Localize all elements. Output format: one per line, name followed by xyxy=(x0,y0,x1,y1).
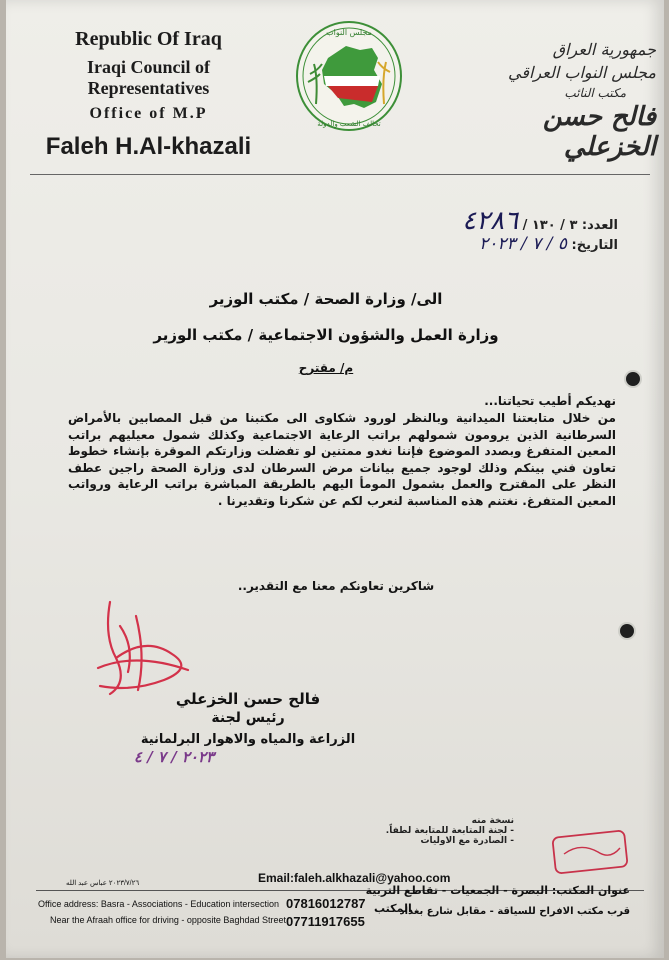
header-ar-office: مكتب النائب xyxy=(564,86,626,100)
logo-top-text: مجلس النواب xyxy=(326,28,372,37)
header-ar-council: مجلس النواب العراقي xyxy=(508,63,656,82)
copy-to-item-2: - الصادرة مع الاوليات xyxy=(420,836,514,846)
copy-to-title: نسخة منه xyxy=(471,816,514,826)
letter-closing: شاكرين تعاونكم معنا مع التقدير.. xyxy=(237,579,435,593)
header-ar-country: جمهورية العراق xyxy=(552,40,656,59)
letter-greeting: نهديكم أطيب تحياتنا... xyxy=(484,394,616,408)
signatory-title-1: رئيس لجنة xyxy=(211,710,285,726)
footer-phone-2: 07711917655 xyxy=(286,914,365,929)
copy-to-block xyxy=(386,816,514,846)
reference-date xyxy=(479,234,618,254)
signatory-title-2: الزراعة والمياه والاهوار البرلمانية xyxy=(140,732,356,747)
footer-email: Email:faleh.alkhazali@yahoo.com xyxy=(258,871,451,885)
addressee-line-1: الى/ وزارة الصحة / مكتب الوزير xyxy=(209,290,443,308)
ref-date-value: ٥ / ٧ / ٢٠٢٣ xyxy=(479,234,567,254)
ref-date-label: التاريخ: xyxy=(571,238,618,253)
letter-paper xyxy=(6,0,664,958)
letter-paragraph: من خلال متابعتنا الميدانية وبالنظر لورود شكاوى الى مكتبنا من قبل المصابين بالأمراض السرطانية الذين يرومون شمولهم براتب الرعاية الاجتماعية وكذلك شمول معيليهم براتب المعين المتفرغ وبصدد الموضوع فإننا نغدو ممتنين لو تفضلت وزارتكم الموقرة بإنشاء خطوط تعاون فني بينكم وذلك لوجود جميع بيانات مرض السرطان لدى وزارة الصحة راجين عطف النظر على المقترح والعمل بشمول المومأ اليهم بالطريقة المباشرة براتب الرعاية ورواتب المعين المتفرغ. نغتنم هذه المناسبة لنعرب لكم عن شكرنا وتقديرنا . xyxy=(68,411,616,508)
reference-number xyxy=(462,206,618,236)
header-ar-mp-name: فالح حسن الخزعلي xyxy=(542,102,656,162)
footer-address-en-2: Near the Afraah office for driving - opposite Baghdad Street xyxy=(50,915,286,925)
footer-address-ar-1: عنوان المكتب: البصرة - الجمعيات - تقاطع التربية xyxy=(365,884,630,897)
ref-number-label: العدد: ٣ / ١٣٠ / xyxy=(522,218,618,233)
header-council: Iraqi Council of Representatives xyxy=(86,57,210,98)
footer-phone-1: 07816012787 xyxy=(286,896,366,911)
header-office: Office of M.P xyxy=(89,105,208,122)
copy-to-item-1: - لجنة المتابعة للمتابعة لطفاً. xyxy=(385,826,514,836)
iraq-map-emblem-icon xyxy=(294,18,404,134)
header-country: Republic Of Iraq xyxy=(75,28,222,50)
logo-bottom-text: تحالف الشعب والدولة xyxy=(317,120,381,128)
letter-subject: م/ مقترح xyxy=(298,361,354,375)
arabic-letterhead xyxy=(476,40,656,162)
ref-number-value: ٤٢٨٦ xyxy=(462,206,519,236)
footer-office-label: المكتب xyxy=(374,902,412,915)
footer-address-en-1: Office address: Basra - Associations - Education intersection xyxy=(38,899,279,909)
footer-address-ar-2: قرب مكتب الافراح للسياقة - مقابل شارع بغداد xyxy=(399,906,630,917)
red-stamp xyxy=(550,830,630,874)
header-divider xyxy=(30,174,650,175)
addressee-line-2: وزارة العمل والشؤون الاجتماعية / مكتب الوزير xyxy=(153,326,499,344)
punch-hole-bottom xyxy=(620,624,634,638)
english-letterhead xyxy=(36,28,261,161)
signature-date: ٢٠٢٣ / ٧ / ٤ xyxy=(133,748,215,766)
footer-tiny-note: ٢٠٢٣/٧/٢٦ عباس عبد الله xyxy=(66,880,140,887)
signatory-name: فالح حسن الخزعلي xyxy=(175,690,321,708)
header-mp-name: Faleh H.Al-khazali xyxy=(45,133,252,160)
punch-hole-top xyxy=(626,372,640,386)
